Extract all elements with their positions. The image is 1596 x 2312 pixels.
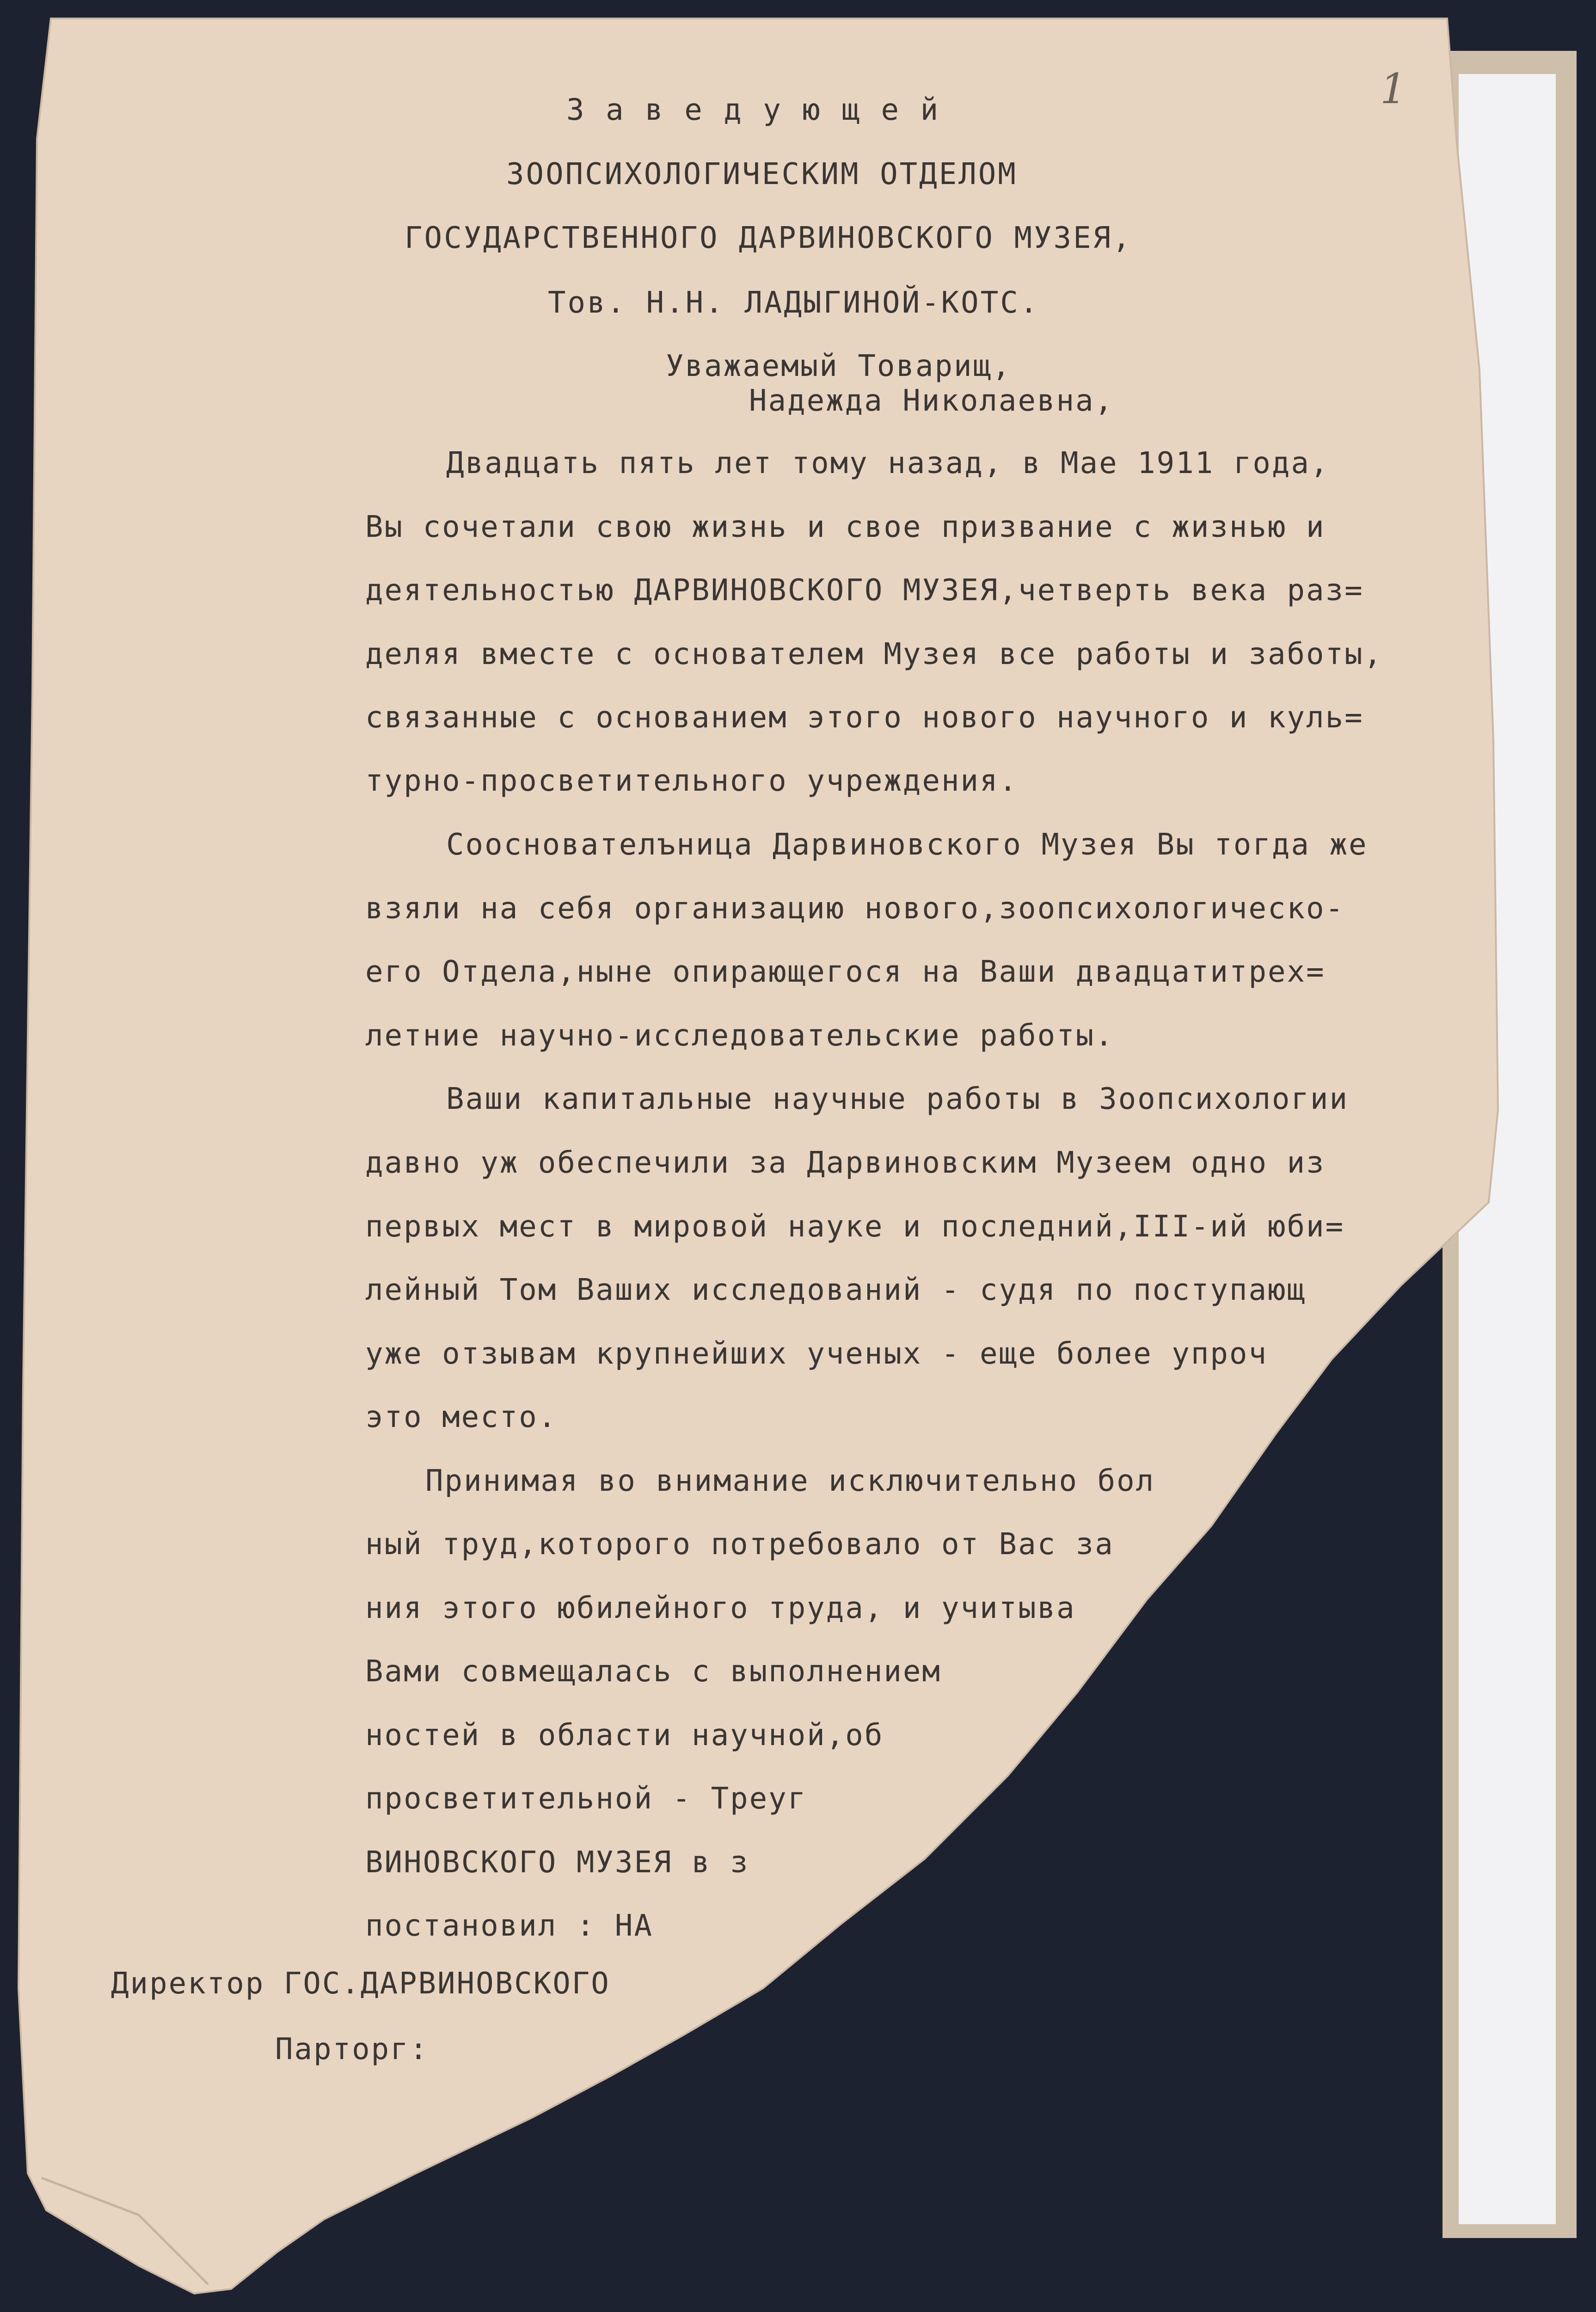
body-line: взяли на себя организацию нового,зоопсихологическо- [365, 892, 1345, 926]
signature-director: Директор ГОС.ДАРВИНОВСКОГО [111, 1967, 610, 2001]
body-line: деятельностью ДАРВИНОВСКОГО МУЗЕЯ,четверть века раз= [365, 573, 1364, 608]
body-line: ния этого юбилейного труда, и учитыва [365, 1591, 1076, 1625]
body-line: Сооснователъница Дарвиновского Музея Вы тогда же [446, 828, 1368, 862]
body-line: деляя вместе с основателем Музея все работы и заботы, [365, 637, 1383, 671]
body-line: лейный Том Ваших исследований - судя по поступающ [365, 1273, 1307, 1307]
body-line: Вы сочетали свою жизнь и свое призвание с жизнью и [365, 510, 1326, 544]
body-line: его Отдела,ныне опирающегося на Ваши двадцатитрех= [365, 955, 1326, 989]
body-line: Ваши капитальные научные работы в Зоопсихологии [446, 1082, 1349, 1116]
header-line-4: Тов. Н.Н. ЛАДЫГИНОЙ-КОТС. [548, 286, 1040, 320]
body-line: Двадцать пять лет тому назад, в Мае 1911 года, [446, 446, 1330, 480]
body-line: турно-просветительного учреждения. [365, 764, 1019, 798]
body-line: это место. [365, 1400, 558, 1434]
salutation-line-2: Надежда Николаевна, [749, 384, 1114, 418]
salutation-line-1: Уважаемый Товарищ, [666, 349, 1012, 383]
body-line: постановил : НА [365, 1909, 653, 1943]
header-line-2: ЗООПСИХОЛОГИЧЕСКИМ ОТДЕЛОМ [506, 157, 1018, 191]
body-line: Вами совмещалась с выполнением [365, 1654, 941, 1689]
body-line: ВИНОВСКОГО МУЗЕЯ в з [365, 1845, 749, 1880]
body-line: связанные с основанием этого нового научного и куль= [365, 701, 1364, 735]
body-line: ный труд,которого потребовало от Вас за [365, 1527, 1114, 1562]
header-line-3: ГОСУДАРСТВЕННОГО ДАРВИНОВСКОГО МУЗЕЯ, [405, 221, 1132, 255]
header-line-1: З а в е д у ю щ е й [566, 93, 940, 127]
body-line: первых мест в мировой науке и последний,III-ий юби= [365, 1210, 1345, 1244]
body-line: просветительной - Треуг [365, 1782, 807, 1816]
body-line: давно уж обеспечили за Дарвиновским Музеем одно из [365, 1146, 1326, 1180]
body-line: ностей в области научной,об [365, 1718, 884, 1752]
signature-partorg: Парторг: [275, 2032, 429, 2066]
body-line: летние научно-исследовательские работы. [365, 1019, 1114, 1053]
body-line: уже отзывам крупнейших ученых - еще более упроч [365, 1337, 1268, 1371]
page-number-pencil-mark: 1 [1380, 65, 1407, 113]
body-line: Принимая во внимание исключительно бол [425, 1464, 1155, 1498]
